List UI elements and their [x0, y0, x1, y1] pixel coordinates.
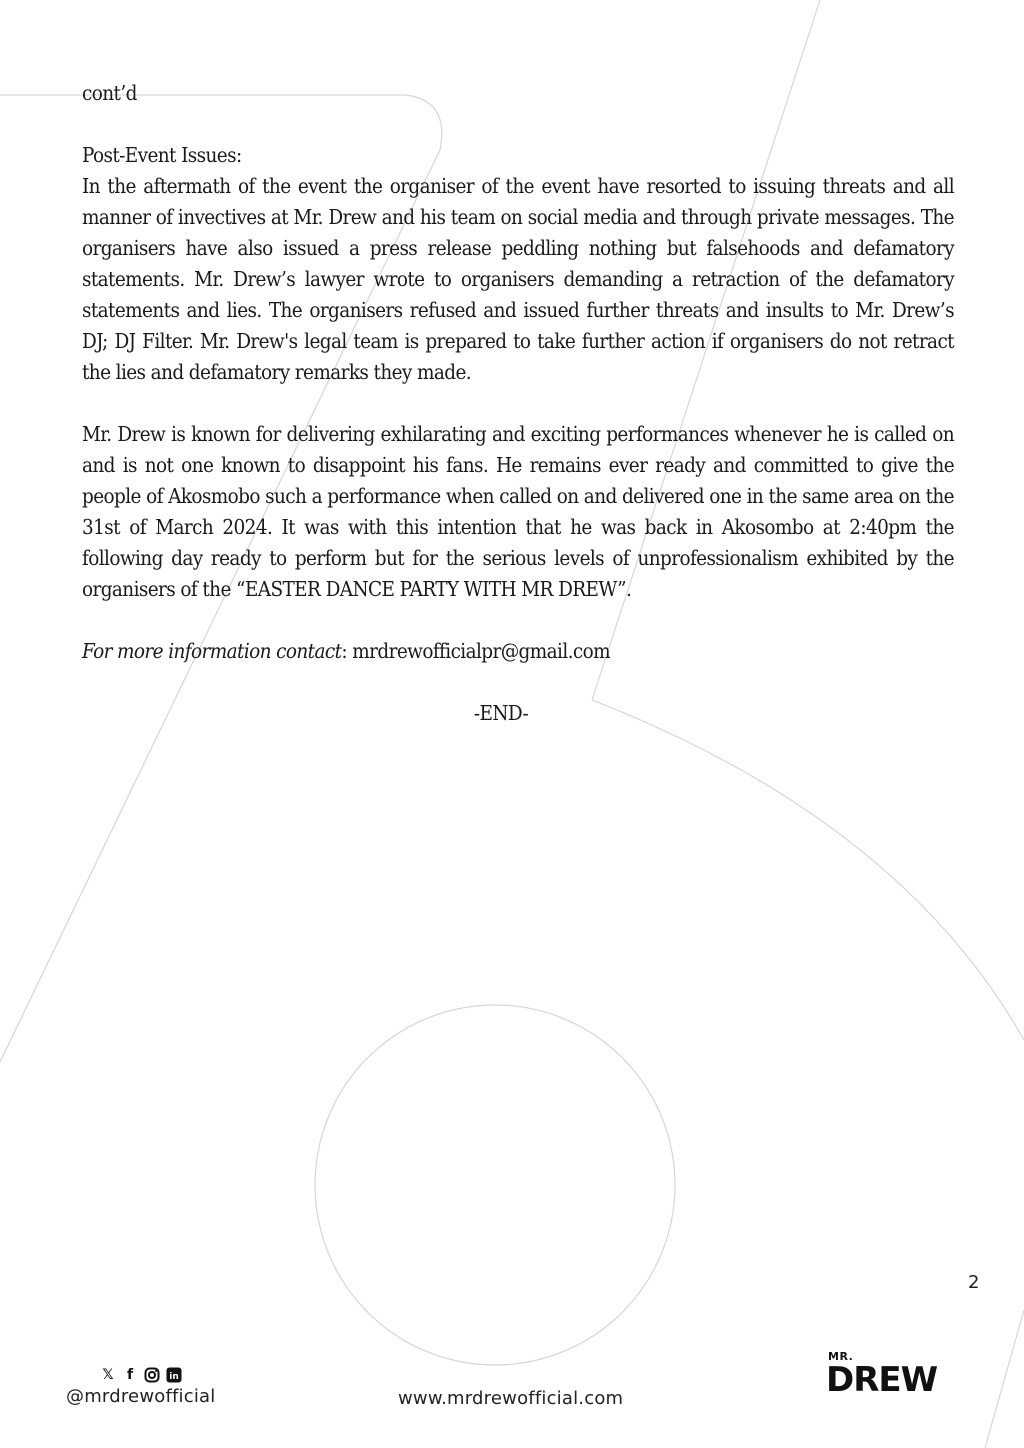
contact-email[interactable]: mrdrewofficialpr@gmail.com: [352, 639, 610, 663]
end-marker: -END-: [473, 701, 529, 725]
paragraph-performance: Mr. Drew is known for delivering exhilarating and exciting performances whenever he is called on and is not one known to disappoint his fans. He remains ever ready and committed to give the people of Akosmobo such a performance when called on and delivered one in the same area on the 31st of March 2024. It was with this intention that he was back in Akosombo at 2:40pm the following day ready to perform but for the serious levels of unprofessionalism exhibited by the organisers of the “EASTER DANCE PARTY WITH MR DREW”.: [82, 422, 954, 601]
social-block: [66, 1366, 215, 1407]
continued-label: cont’d: [82, 81, 137, 105]
paragraph-post-event: In the aftermath of the event the organiser of the event have resorted to issuing threats and all manner of invectives at Mr. Drew and his team on social media and through private messages. The organisers have also issued a press release peddling nothing but falsehoods and defamatory statements. Mr. Drew’s lawyer wrote to organisers demanding a retraction of the defamatory statements and lies. The organisers refused and issued further threats and insults to Mr. Drew’s DJ; DJ Filter. Mr. Drew's legal team is prepared to take further action if organisers do not retract the lies and defamatory remarks they made.: [82, 174, 954, 384]
contact-label: For more information contact: [82, 639, 342, 663]
section-heading: Post-Event Issues:: [82, 143, 242, 167]
social-icons: [100, 1366, 215, 1384]
contact-line: [82, 636, 954, 667]
logo-mr-text: MR.: [828, 1350, 854, 1363]
logo-drew-text: DREW: [826, 1360, 938, 1400]
contact-separator: :: [341, 639, 353, 663]
linkedin-icon[interactable]: [166, 1367, 182, 1383]
mr-drew-logo: [826, 1350, 958, 1400]
social-handle[interactable]: @mrdrewofficial: [66, 1386, 216, 1407]
svg-text:in: in: [169, 1372, 179, 1382]
facebook-icon[interactable]: f: [126, 1367, 134, 1383]
page-number: 2: [968, 1272, 980, 1293]
x-icon[interactable]: 𝕏: [102, 1367, 114, 1383]
instagram-icon[interactable]: [144, 1367, 160, 1383]
press-release-body: [82, 78, 954, 729]
website-link[interactable]: www.mrdrewofficial.com: [398, 1388, 624, 1409]
